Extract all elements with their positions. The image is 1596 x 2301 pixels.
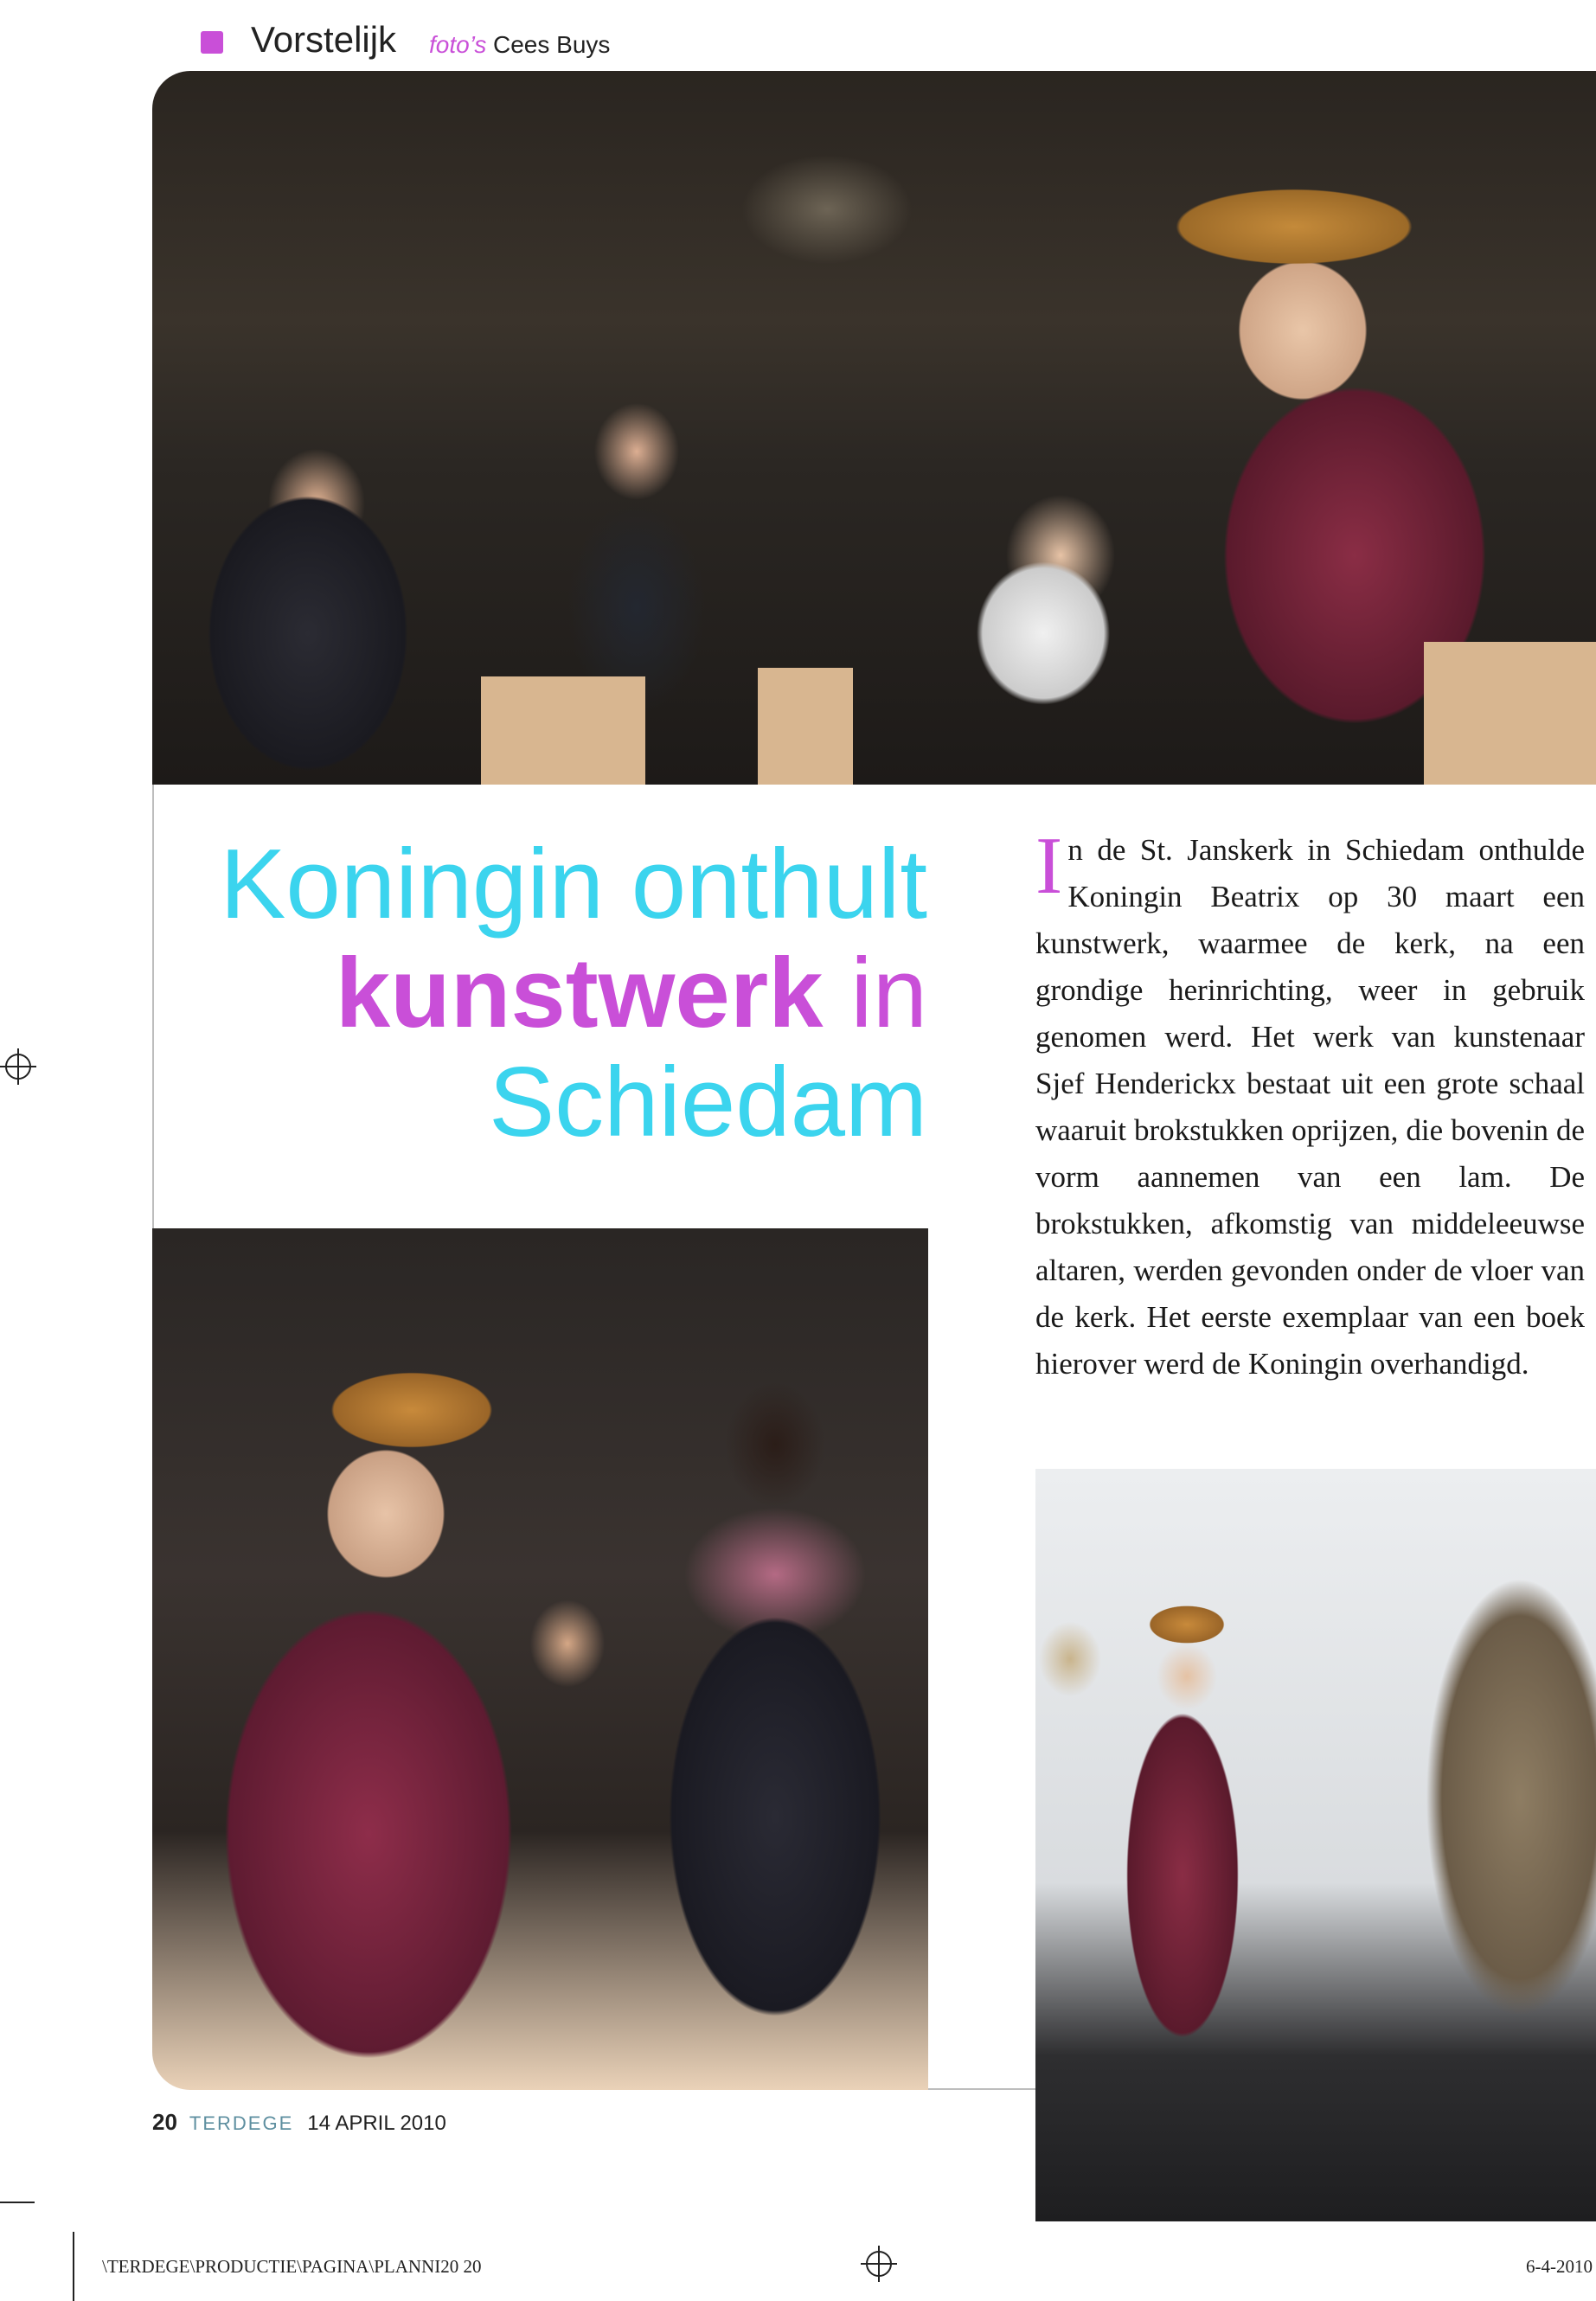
chair-back [481, 676, 645, 785]
section-marker-square [201, 31, 223, 54]
headline-bold-word: kunstwerk [335, 939, 824, 1048]
photo-queen-artwork [1035, 1469, 1596, 2221]
crop-mark [73, 2232, 74, 2301]
headline-line-3: Schiedam [489, 1048, 927, 1157]
page-number: 20 [152, 2109, 177, 2135]
headline-line-1: Koningin onthult [220, 830, 927, 939]
issue-date: 14 APRIL 2010 [307, 2112, 446, 2135]
crop-mark [0, 2202, 35, 2203]
photo-queen-receives-book [152, 1228, 928, 2090]
registration-mark-icon [5, 1054, 31, 1080]
headline-line-2-rest: in [823, 939, 927, 1048]
layout-rule [928, 2088, 1035, 2090]
magazine-name: TERDEGE [189, 2112, 294, 2134]
page-folio [152, 2109, 446, 2140]
photo-credit-name: Cees Buys [493, 31, 611, 58]
chair-back [758, 668, 853, 785]
section-title: Vorstelijk [251, 19, 397, 60]
headline [199, 830, 927, 1157]
headline-line-2 [199, 939, 927, 1048]
layout-rule [152, 785, 154, 1228]
slug-file-path: \TERDEGE\PRODUCTIE\PAGINA\PLANNI20 20 [102, 2256, 482, 2277]
article-body [1035, 821, 1585, 1388]
slug-date: 6-4-2010 [1526, 2256, 1593, 2277]
article-text: n de St. Janskerk in Schiedam onthulde Koningin Beatrix op 30 maart een kunstwerk, waarmee de kerk, na een grondige herinrichting, weer in gebruik genomen werd. Het werk van kunstenaar Sjef Henderickx bestaat uit een grote schaal waaruit brokstukken oprijzen, die bovenin de vorm aannemen van een lam. De brokstukken, afkomstig van middeleeuwse altaren, werden gevonden onder de vloer van de kerk. Het eerste exemplaar van een boek hierover werd de Koningin overhandigd. [1035, 833, 1585, 1381]
photo-queen-audience [152, 71, 1596, 785]
registration-mark-icon [866, 2251, 892, 2277]
chair-back [1424, 642, 1596, 785]
drop-cap: I [1035, 821, 1063, 911]
photo-credit-label: foto’s [429, 31, 487, 58]
